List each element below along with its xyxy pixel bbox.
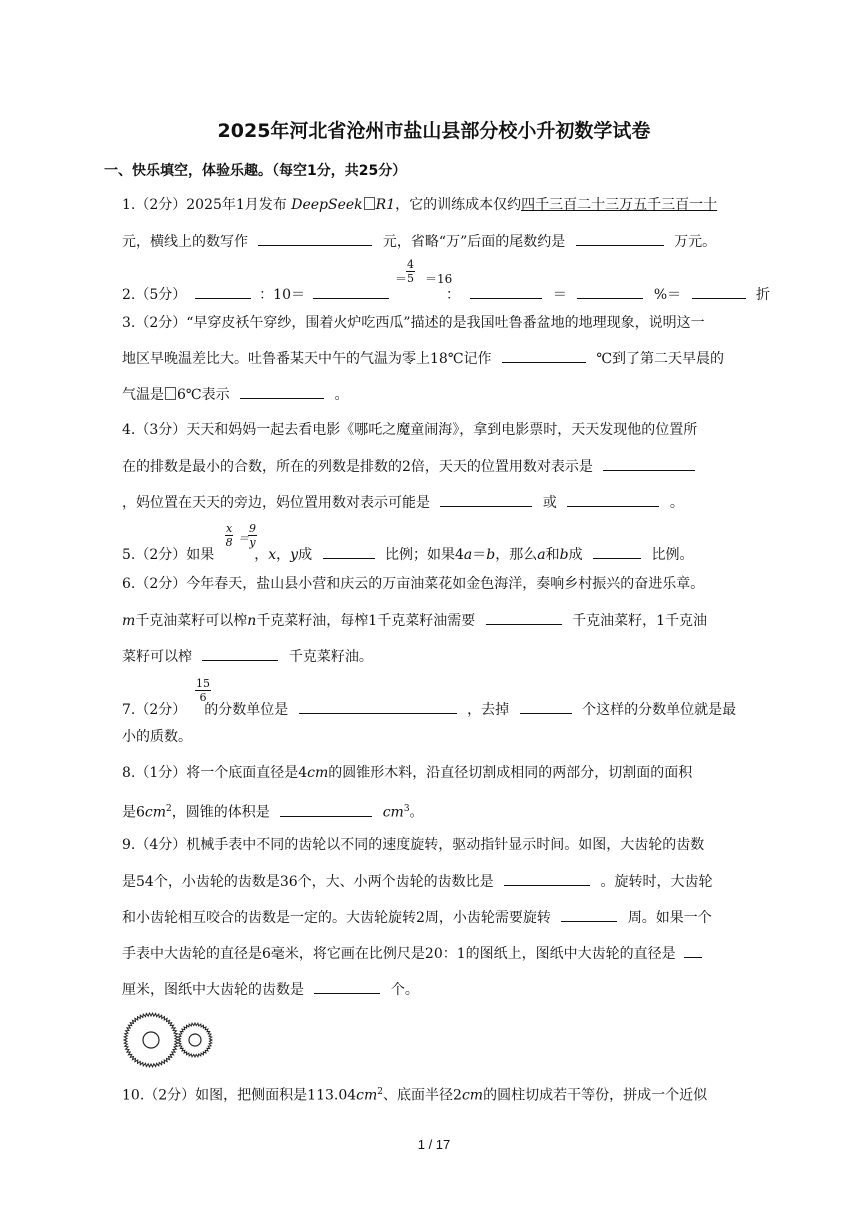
question-6-line-2: m千克油菜籽可以榨n千克菜籽油，每榨1千克菜籽油需要 千克油菜籽，1千克油: [122, 610, 707, 631]
answer-blank[interactable]: [576, 231, 664, 246]
question-7-line-2: 小的质数。: [122, 729, 192, 745]
question-2-right: ： ＝ %＝ 折: [446, 284, 770, 305]
answer-blank[interactable]: [323, 544, 375, 559]
question-9-line-5: 厘米，图纸中大齿轮的齿数是 个。: [122, 979, 419, 1000]
answer-blank[interactable]: [202, 646, 278, 661]
question-3-line-3: 气温是 6℃表示 。: [122, 384, 348, 405]
question-4-line-3: ，妈位置在天天的旁边，妈位置用数对表示可能是 或 。: [122, 492, 684, 513]
answer-blank[interactable]: [561, 907, 617, 922]
fraction-9-y: $\frac{9}{y}$: [249, 522, 256, 549]
fraction-4-5: $\frac{4}{5}$: [407, 258, 414, 285]
answer-blank[interactable]: [502, 348, 586, 363]
question-1-line-2: 元，横线上的数写作 元，省略“万”后面的尾数约是 万元。: [122, 231, 716, 252]
question-8-line-2: 是$6cm^2$，圆锥的体积是 $cm^3$。: [122, 799, 424, 823]
question-8-line-1: 8.（1分）将一个底面直径是4cm的圆锥形木料，沿直径切割成相同的两部分，切割面的面积: [122, 765, 693, 781]
answer-blank[interactable]: [577, 284, 643, 299]
large-gear-icon: [124, 1013, 178, 1067]
section-heading: 一、快乐填空，体验乐趣。（每空1分，共25分）: [104, 163, 407, 179]
question-7-line-1: 7.（2分） 的分数单位是 ，去掉 个这样的分数单位就是最: [122, 699, 736, 720]
answer-blank[interactable]: [280, 802, 372, 817]
fraction-x-8: $\frac{x}{8}$: [225, 522, 233, 549]
question-9-line-3: 和小齿轮相互咬合的齿数是一定的。大齿轮旋转2周，小齿轮需要旋转 周。如果一个: [122, 907, 712, 928]
question-4-line-2: 在的排数是最小的合数，所在的列数是排数的2倍，天天的位置用数对表示是: [122, 456, 701, 477]
page-number: 1 / 17: [417, 1137, 451, 1152]
question-4-line-1: 4.（3分）天天和妈妈一起去看电影《哪吒之魔童闹海》，拿到电影票时，天天发现他的位置所: [122, 422, 698, 438]
question-9-line-4: 手表中大齿轮的直径是6毫米，将它画在比例尺是20：1的图纸上，图纸中大齿轮的直径是: [122, 943, 706, 964]
answer-blank[interactable]: [520, 699, 572, 714]
answer-blank[interactable]: [603, 456, 695, 471]
answer-blank[interactable]: [299, 699, 457, 714]
answer-blank[interactable]: [692, 284, 746, 299]
question-5: 5.（2分）如果 ，x，y成 比例；如果4a＝b，那么a和b成 比例。: [122, 544, 693, 565]
answer-blank[interactable]: [258, 231, 372, 246]
answer-blank[interactable]: [195, 284, 251, 299]
fraction-15-6: $\frac{15}{6}$: [196, 677, 210, 704]
answer-blank[interactable]: [313, 284, 389, 299]
answer-blank[interactable]: [240, 384, 324, 399]
page-title: 2025年河北省沧州市盐山县部分校小升初数学试卷: [217, 120, 651, 142]
question-3-line-2: 地区早晚温差比大。吐鲁番某天中午的气温为零上18℃记作 ℃到了第二天早晨的: [122, 348, 724, 369]
answer-blank[interactable]: [314, 979, 380, 994]
answer-blank[interactable]: [486, 610, 562, 625]
question-2: 2.（5分） ：10＝: [122, 284, 393, 305]
answer-blank[interactable]: [440, 492, 532, 507]
fraction-equals: ＝: [238, 532, 249, 545]
answer-blank[interactable]: [593, 544, 641, 559]
answer-blank[interactable]: [470, 284, 542, 299]
answer-blank[interactable]: [567, 492, 659, 507]
answer-blank[interactable]: [684, 943, 702, 958]
fraction-equation: ＝ ＝16: [395, 272, 453, 286]
question-9-line-2: 是54个，小齿轮的齿数是36个，大、小两个齿轮的齿数比是 。旋转时，大齿轮: [122, 871, 713, 892]
question-1-line-1: 1.（2分）2025年1月发布 DeepSeek R1，它的训练成本仅约四千三百二十三万五千三百一十: [122, 197, 718, 213]
question-3-line-1: 3.（2分）“早穿皮袄午穿纱，围着火炉吃西瓜”描述的是我国吐鲁番盆地的地理现象，说明这一: [122, 315, 705, 331]
small-gear-icon: [178, 1023, 212, 1057]
question-6-line-1: 6.（2分）今年春天，盐山县小营和庆云的万亩油菜花如金色海洋，奏响乡村振兴的奋进乐章。: [122, 576, 705, 592]
gears-illustration: [122, 1010, 218, 1070]
question-9-line-1: 9.（4分）机械手表中不同的齿轮以不同的速度旋转，驱动指针显示时间。如图，大齿轮的齿数: [122, 837, 705, 853]
answer-blank[interactable]: [504, 871, 590, 886]
question-10-line-1: 10.（2分）如图，把侧面积是$113.04cm^2$、底面半径2cm的圆柱切成若干等份，拼成一个近似: [122, 1087, 708, 1104]
question-6-line-3: 菜籽可以榨 千克菜籽油。: [122, 646, 373, 667]
